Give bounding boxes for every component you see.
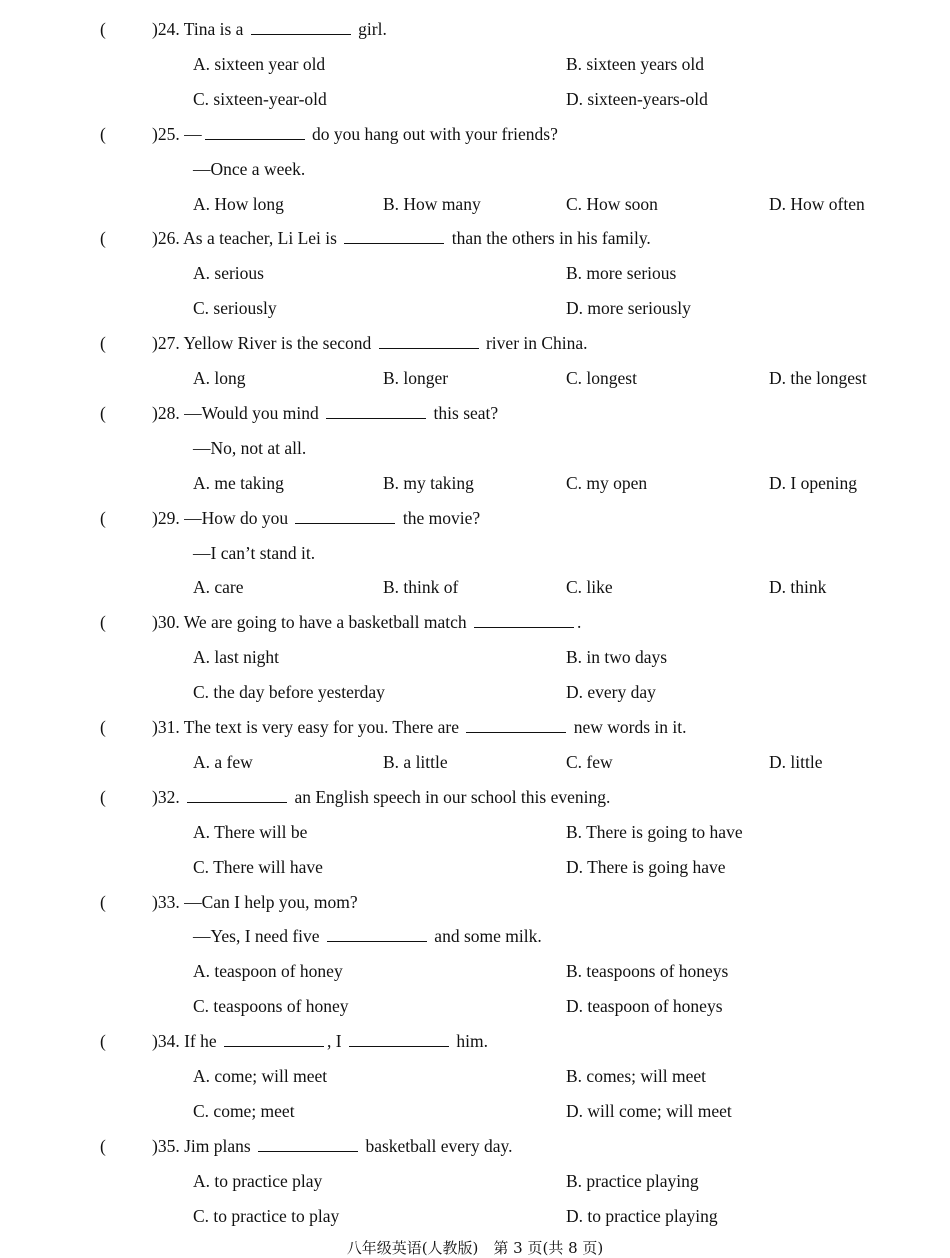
option-a[interactable]: A. There will be xyxy=(193,821,308,842)
question-32 xyxy=(152,786,610,808)
stem-text: , I xyxy=(327,1031,346,1052)
option-d[interactable]: D. to practice playing xyxy=(566,1205,718,1226)
stem-text: do you hang out with your friends? xyxy=(307,123,558,144)
option-b[interactable]: B. think of xyxy=(383,577,459,598)
option-b[interactable]: B. How many xyxy=(383,193,481,214)
option-d[interactable]: D. I opening xyxy=(769,472,857,493)
answer-blank[interactable] xyxy=(224,1031,324,1047)
question-number: )35. xyxy=(152,1135,185,1156)
option-c[interactable]: C. my open xyxy=(566,472,648,493)
answer-blank[interactable] xyxy=(349,1031,449,1047)
question-26 xyxy=(152,227,651,249)
option-c[interactable]: C. to practice to play xyxy=(193,1205,340,1226)
option-a[interactable]: A. a few xyxy=(193,751,253,772)
answer-bracket[interactable]: ( xyxy=(100,891,106,912)
option-c[interactable]: C. There will have xyxy=(193,856,323,877)
answer-bracket[interactable]: ( xyxy=(100,1135,106,1156)
option-d[interactable]: D. little xyxy=(769,751,823,772)
option-c[interactable]: C. teaspoons of honey xyxy=(193,996,349,1017)
option-d[interactable]: D. every day xyxy=(566,682,656,703)
answer-blank[interactable] xyxy=(326,403,426,419)
answer-blank[interactable] xyxy=(474,612,574,628)
question-number: )27. xyxy=(152,333,184,354)
stem-text: We are going to have a basketball match xyxy=(183,612,471,633)
option-c[interactable]: C. the day before yesterday xyxy=(193,682,385,703)
answer-blank[interactable] xyxy=(379,333,479,349)
page-footer: 八年级英语(人教版) 第 3 页(共 8 页) xyxy=(346,1239,604,1257)
stem-text: Yellow River is the second xyxy=(183,333,376,354)
stem-text: Jim plans xyxy=(184,1135,256,1156)
option-d[interactable]: D. teaspoon of honeys xyxy=(566,996,723,1017)
answer-blank[interactable] xyxy=(327,926,427,942)
option-b[interactable]: B. practice playing xyxy=(566,1170,699,1191)
question-number: )30. xyxy=(152,612,184,633)
answer-blank[interactable] xyxy=(258,1136,358,1152)
option-b[interactable]: B. more serious xyxy=(566,263,677,284)
answer-blank[interactable] xyxy=(466,717,566,733)
question-24 xyxy=(152,18,387,40)
option-c[interactable]: C. few xyxy=(566,751,613,772)
option-c[interactable]: C. come; meet xyxy=(193,1100,295,1121)
answer-blank[interactable] xyxy=(187,787,287,803)
option-b[interactable]: B. teaspoons of honeys xyxy=(566,961,729,982)
question-number: )25. xyxy=(152,123,185,144)
stem-text: river in China. xyxy=(481,333,588,354)
option-b[interactable]: B. a little xyxy=(383,751,448,772)
question-number: )32. xyxy=(152,786,185,807)
option-c[interactable]: C. longest xyxy=(566,368,637,388)
stem-text: Tina is a xyxy=(183,19,248,39)
dialogue-line: —Once a week. xyxy=(193,158,306,179)
answer-blank[interactable] xyxy=(251,19,351,35)
answer-bracket[interactable]: ( xyxy=(100,402,106,423)
option-b[interactable]: B. in two days xyxy=(566,647,668,668)
option-c[interactable]: C. seriously xyxy=(193,298,277,319)
question-25 xyxy=(152,123,558,145)
question-33 xyxy=(152,891,358,913)
option-d[interactable]: D. How often xyxy=(769,193,865,214)
option-d[interactable]: D. think xyxy=(769,577,827,598)
option-a[interactable]: A. to practice play xyxy=(193,1170,323,1191)
option-a[interactable]: A. teaspoon of honey xyxy=(193,961,343,982)
stem-text: new words in it. xyxy=(569,717,687,737)
stem-text: —Yes, I need five xyxy=(193,926,324,947)
stem-text: basketball every day. xyxy=(361,1135,513,1156)
answer-bracket[interactable]: ( xyxy=(100,612,106,633)
answer-bracket[interactable]: ( xyxy=(100,228,106,249)
dialogue-line xyxy=(193,925,542,947)
dialogue-line: —No, not at all. xyxy=(193,437,307,458)
dialogue-line: —I can’t stand it. xyxy=(193,542,316,563)
answer-bracket[interactable]: ( xyxy=(100,123,106,144)
stem-text: — xyxy=(184,123,202,144)
option-d[interactable]: D. sixteen-years-old xyxy=(566,88,708,109)
option-b[interactable]: B. longer xyxy=(383,368,449,388)
stem-text: —Can I help you, mom? xyxy=(184,891,358,912)
question-27 xyxy=(152,332,588,354)
answer-blank[interactable] xyxy=(344,228,444,244)
answer-blank[interactable] xyxy=(205,124,305,140)
stem-text: —How do you xyxy=(184,507,293,528)
option-a[interactable]: A. me taking xyxy=(193,472,284,493)
question-number: )28. xyxy=(152,402,185,423)
answer-bracket[interactable]: ( xyxy=(100,717,106,737)
question-number: )24. xyxy=(152,19,184,39)
option-b[interactable]: B. my taking xyxy=(383,472,474,493)
stem-text: an English speech in our school this evening. xyxy=(290,786,611,807)
option-d[interactable]: D. the longest xyxy=(769,368,867,388)
answer-bracket[interactable]: ( xyxy=(100,786,106,807)
question-number: )29. xyxy=(152,507,185,528)
question-number: )33. xyxy=(152,891,185,912)
stem-text: and some milk. xyxy=(429,926,542,947)
option-b[interactable]: B. comes; will meet xyxy=(566,1066,706,1086)
option-a[interactable]: A. How long xyxy=(193,193,284,214)
option-d[interactable]: D. There is going have xyxy=(566,856,726,877)
question-28 xyxy=(152,402,498,424)
option-d[interactable]: D. more seriously xyxy=(566,298,691,319)
stem-text: girl. xyxy=(353,19,387,39)
question-number: )34. xyxy=(152,1031,185,1052)
question-34 xyxy=(152,1030,488,1052)
stem-text: than the others in his family. xyxy=(447,228,651,249)
stem-text: As a teacher, Li Lei is xyxy=(183,228,342,249)
option-b[interactable]: B. There is going to have xyxy=(566,821,743,842)
option-d[interactable]: D. will come; will meet xyxy=(566,1100,732,1121)
option-a[interactable]: A. care xyxy=(193,577,244,598)
option-c[interactable]: C. sixteen-year-old xyxy=(193,88,327,109)
answer-bracket[interactable]: ( xyxy=(100,19,106,39)
answer-bracket[interactable]: ( xyxy=(100,333,106,354)
option-a[interactable]: A. come; will meet xyxy=(193,1066,328,1086)
stem-text: . xyxy=(577,612,582,633)
stem-text: If he xyxy=(184,1031,222,1052)
stem-text: —Would you mind xyxy=(184,402,324,423)
answer-blank[interactable] xyxy=(295,508,395,524)
answer-bracket[interactable]: ( xyxy=(100,1031,106,1052)
stem-text: him. xyxy=(451,1031,488,1052)
option-a[interactable]: A. last night xyxy=(193,647,280,668)
option-b[interactable]: B. sixteen years old xyxy=(566,53,705,74)
option-a[interactable]: A. sixteen year old xyxy=(193,53,326,74)
question-31 xyxy=(152,716,687,738)
option-c[interactable]: C. like xyxy=(566,577,613,598)
answer-bracket[interactable]: ( xyxy=(100,507,106,528)
option-a[interactable]: A. serious xyxy=(193,263,264,284)
stem-text: The text is very easy for you. There are xyxy=(183,717,464,737)
stem-text: this seat? xyxy=(429,402,499,423)
question-29 xyxy=(152,507,480,529)
question-number: )26. xyxy=(152,228,184,249)
option-a[interactable]: A. long xyxy=(193,368,246,388)
option-c[interactable]: C. How soon xyxy=(566,193,658,214)
stem-text: the movie? xyxy=(398,507,481,528)
question-35 xyxy=(152,1135,513,1157)
question-number: )31. xyxy=(152,717,184,737)
question-30 xyxy=(152,611,581,633)
